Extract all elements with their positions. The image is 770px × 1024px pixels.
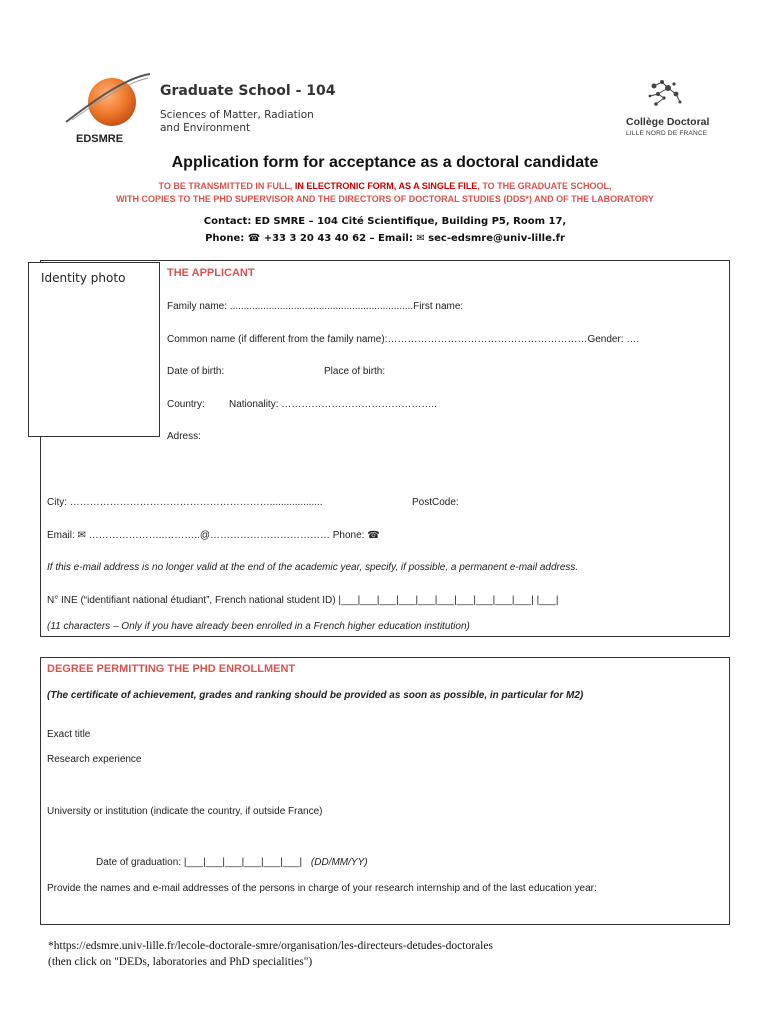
identity-photo-label: Identity photo [41, 271, 126, 285]
graduation-date-label: Date of graduation: |___|___|___|___|___|___| [96, 857, 303, 868]
university-field[interactable]: University or institution (indicate the country, if outside France) [47, 806, 323, 817]
date-of-birth-field[interactable]: Date of birth: [167, 366, 225, 377]
degree-section-title: DEGREE PERMITTING THE PHD ENROLLMENT [47, 663, 296, 675]
college-doctoral-subtitle: LILLE NORD DE FRANCE [626, 130, 708, 137]
degree-note: (The certificate of achievement, grades and ranking should be provided as soon as possible, in particular for M2) [47, 690, 584, 701]
postcode-field[interactable]: PostCode: [412, 497, 459, 508]
instructions-line-2: WITH COPIES TO THE PHD SUPERVISOR AND THE DIRECTORS OF DOCTORAL STUDIES (DDS*) AND OF THE LABORATORY [116, 194, 654, 204]
graduate-school-title: Graduate School - 104 [160, 83, 336, 99]
instructions-part-a: TO BE TRANSMITTED IN FULL, [158, 181, 295, 191]
instructions-part-c: , TO THE GRADUATE SCHOOL, [477, 181, 612, 191]
applicant-section-title: THE APPLICANT [167, 267, 255, 279]
common-name-field[interactable]: Common name (if different from the family name):……………………………………………………Gender: …. [167, 334, 640, 345]
graduate-school-subtitle: Sciences of Matter, Radiation and Environment [160, 109, 314, 134]
address-field[interactable]: Adress: [167, 431, 201, 442]
contact-address: Contact: ED SMRE – 104 Cité Scientifique, Building P5, Room 17, [203, 216, 567, 227]
college-doctoral-name: Collège Doctoral [626, 116, 710, 128]
city-field[interactable]: City: ……………………………………………………................... [47, 497, 323, 508]
research-experience-field[interactable]: Research experience [47, 754, 142, 765]
family-name-field[interactable]: Family name: ..................................................................First name: [167, 301, 464, 312]
contact-phone-email: Phone: ☎ +33 3 20 43 40 62 – Email: ✉ sec-edsmre@univ-lille.fr [205, 233, 565, 244]
place-of-birth-field[interactable]: Place of birth: [324, 366, 386, 377]
country-field[interactable]: Country: [167, 399, 205, 410]
ine-note: (11 characters – Only if you have already been enrolled in a French higher education institution) [47, 621, 470, 632]
graduation-date-format: (DD/MM/YY) [310, 857, 368, 868]
nationality-field[interactable]: Nationality: ……………………………………….. [229, 399, 437, 410]
email-note: If this e-mail address is no longer valid at the end of the academic year, specify, if possible, a permanent e-mail address. [47, 562, 579, 573]
footnote: *https://edsmre.univ-lille.fr/lecole-doctorale-smre/organisation/les-directeurs-detudes-doctorales (then click on "DEDs, laboratories and PhD specialities") [48, 940, 493, 968]
instructions-line-1 [0, 181, 770, 191]
instructions-part-b: IN ELECTRONIC FORM, AS A SINGLE FILE [294, 181, 478, 191]
graduation-date-field[interactable] [96, 857, 368, 868]
exact-title-field[interactable]: Exact title [47, 729, 91, 740]
page-title: Application form for acceptance as a doctoral candidate [171, 154, 599, 171]
ine-field[interactable]: N° INE (“identifiant national étudiant”, French national student ID) |___|___|___|___|___|___|___|___|___|___| |___| [47, 595, 559, 606]
edsmre-label: EDSMRE [76, 133, 124, 145]
email-phone-field[interactable]: Email: ✉ …………………..………..@……………………………… Phone: ☎ [47, 530, 380, 541]
identity-photo-box[interactable] [28, 262, 160, 437]
persons-in-charge-field[interactable]: Provide the names and e-mail addresses of the persons in charge of your research internship and of the last education year: [47, 883, 597, 894]
